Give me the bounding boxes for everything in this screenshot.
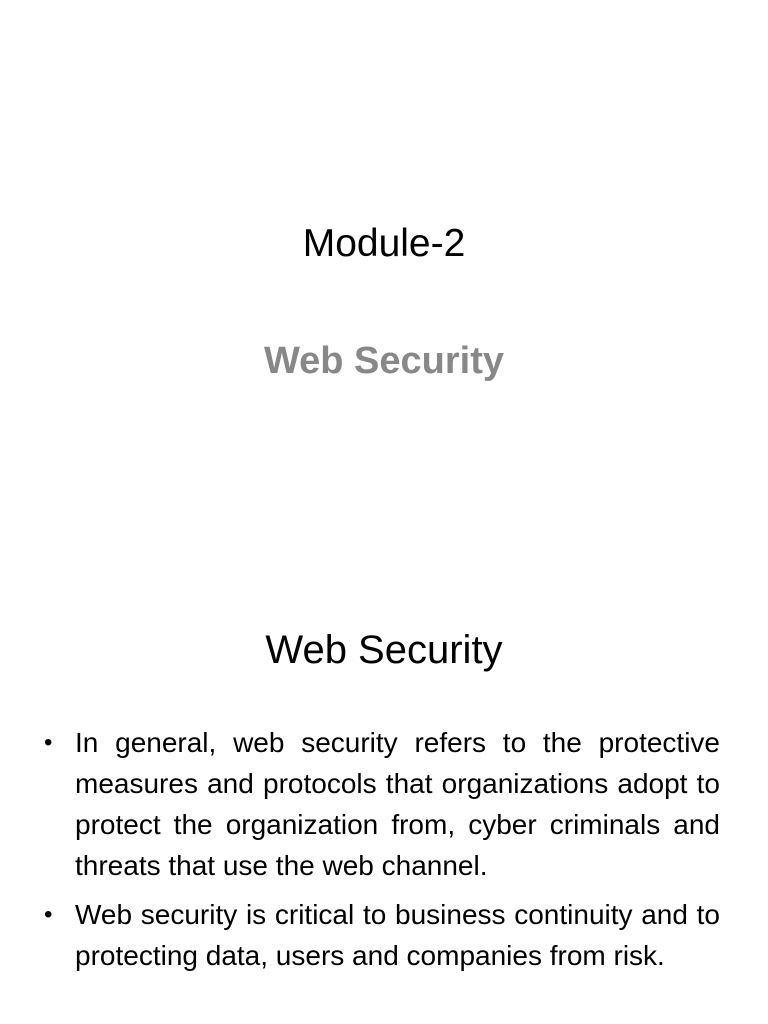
- slide-title: Web Security: [265, 628, 503, 672]
- bullet-item: [0, 722, 768, 886]
- bullet-text: In general, web security refers to the protective measures and protocols that organizations adopt to protect the organization from, cyber criminals and threats that use the web channel.: [75, 727, 720, 881]
- bullet-icon: •: [44, 901, 53, 928]
- content-slide: [0, 576, 768, 1024]
- bullet-icon: •: [44, 729, 53, 756]
- module-subtitle: Web Security: [263, 340, 505, 382]
- bullet-text: Web security is critical to business continuity and to protecting data, users and companies from risk.: [75, 899, 720, 971]
- bullet-list: [0, 722, 768, 984]
- module-title: Module-2: [302, 222, 466, 265]
- bullet-item: [0, 894, 768, 976]
